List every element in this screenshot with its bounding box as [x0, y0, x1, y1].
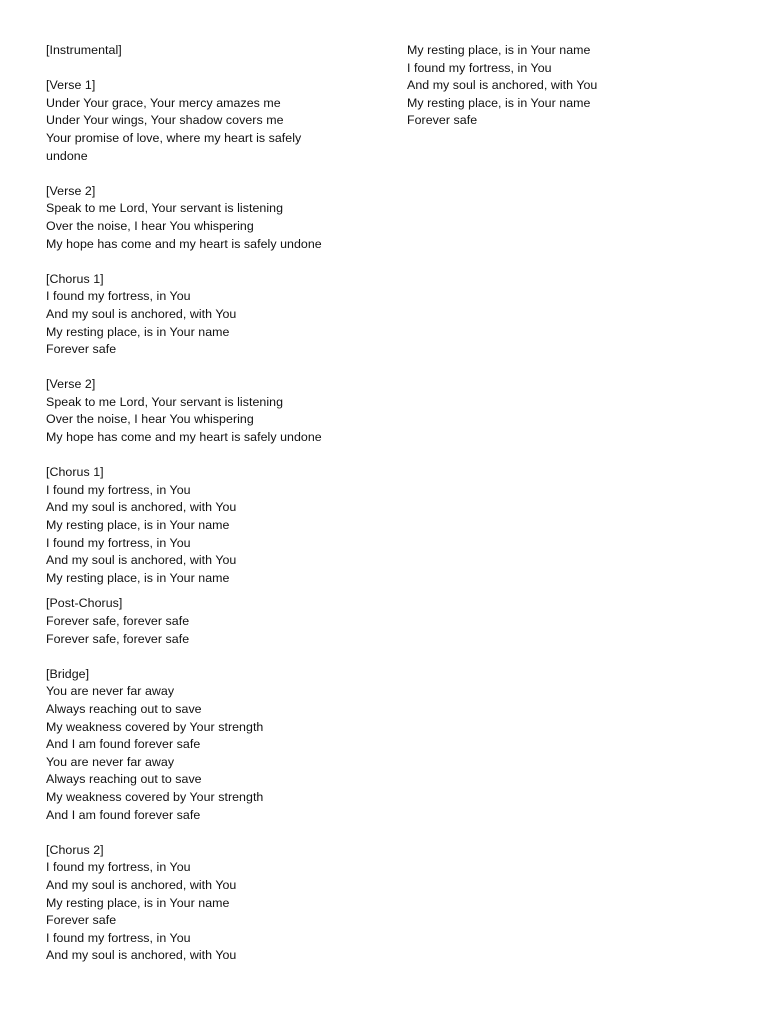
section-continuation — [407, 42, 737, 130]
lyric-line: My resting place, is in Your name — [46, 518, 230, 533]
lyric-line: Over the noise, I hear You whispering — [46, 412, 254, 427]
lyrics-right-column — [407, 42, 737, 130]
lyric-line: And I am found forever safe — [46, 737, 201, 752]
section-heading: [Verse 2] — [46, 377, 96, 392]
lyric-line: My resting place, is in Your name — [46, 570, 230, 585]
section-verse-1 — [46, 77, 366, 165]
lyric-line: Your promise of love, where my heart is safely undone — [46, 130, 302, 163]
section-heading: [Chorus 2] — [46, 842, 104, 857]
section-instrumental — [46, 42, 366, 60]
lyric-line: I found my fortress, in You — [46, 860, 191, 875]
section-post-chorus — [46, 595, 366, 648]
lyric-line: Forever safe — [46, 342, 117, 357]
lyric-line: Under Your grace, Your mercy amazes me — [46, 95, 281, 110]
section-heading: [Chorus 1] — [46, 271, 104, 286]
lyric-line: And my soul is anchored, with You — [46, 877, 237, 892]
section-chorus-2 — [46, 842, 366, 965]
lyric-line: And my soul is anchored, with You — [46, 948, 237, 963]
lyric-line: Forever safe — [46, 913, 117, 928]
section-bridge — [46, 666, 366, 824]
section-heading: [Verse 2] — [46, 183, 96, 198]
lyric-line: And my soul is anchored, with You — [407, 78, 598, 93]
lyric-line: Always reaching out to save — [46, 772, 202, 787]
lyric-line: And I am found forever safe — [46, 807, 201, 822]
lyric-line: Forever safe, forever safe — [46, 614, 190, 628]
lyric-line: I found my fortress, in You — [46, 535, 191, 550]
section-heading: [Bridge] — [46, 666, 90, 681]
lyric-line: Under Your wings, Your shadow covers me — [46, 113, 284, 128]
lyric-line: Always reaching out to save — [46, 701, 202, 716]
section-verse-2 — [46, 183, 366, 253]
lyric-line: My weakness covered by Your strength — [46, 719, 264, 734]
lyric-line: Speak to me Lord, Your servant is listening — [46, 394, 284, 409]
lyric-line: My hope has come and my heart is safely undone — [46, 430, 322, 445]
lyric-line: You are never far away — [46, 684, 175, 699]
lyric-line: And my soul is anchored, with You — [46, 553, 237, 568]
section-heading: [Chorus 1] — [46, 465, 104, 480]
section-chorus-1 — [46, 271, 366, 359]
lyric-line: Forever safe — [407, 113, 478, 128]
section-chorus-1-repeat — [46, 464, 366, 587]
section-heading: [Instrumental] — [46, 43, 122, 57]
lyric-line: Forever safe, forever safe — [46, 631, 190, 646]
lyric-line: And my soul is anchored, with You — [46, 500, 237, 515]
lyric-line: My resting place, is in Your name — [46, 895, 230, 910]
lyric-line: My resting place, is in Your name — [407, 43, 591, 57]
lyric-line: And my soul is anchored, with You — [46, 306, 237, 321]
lyric-line: Over the noise, I hear You whispering — [46, 218, 254, 233]
lyric-line: My resting place, is in Your name — [407, 95, 591, 110]
lyric-line: I found my fortress, in You — [46, 482, 191, 497]
lyric-line: Speak to me Lord, Your servant is listening — [46, 201, 284, 216]
lyric-line: My weakness covered by Your strength — [46, 789, 264, 804]
lyric-line: I found my fortress, in You — [46, 289, 191, 304]
section-heading: [Verse 1] — [46, 78, 96, 93]
lyric-line: You are never far away — [46, 754, 175, 769]
section-heading: [Post-Chorus] — [46, 596, 123, 611]
lyrics-left-column — [46, 42, 366, 965]
lyric-line: I found my fortress, in You — [407, 60, 552, 75]
section-verse-2-repeat — [46, 376, 366, 446]
lyric-line: I found my fortress, in You — [46, 930, 191, 945]
lyric-line: My resting place, is in Your name — [46, 324, 230, 339]
lyric-line: My hope has come and my heart is safely undone — [46, 236, 322, 251]
